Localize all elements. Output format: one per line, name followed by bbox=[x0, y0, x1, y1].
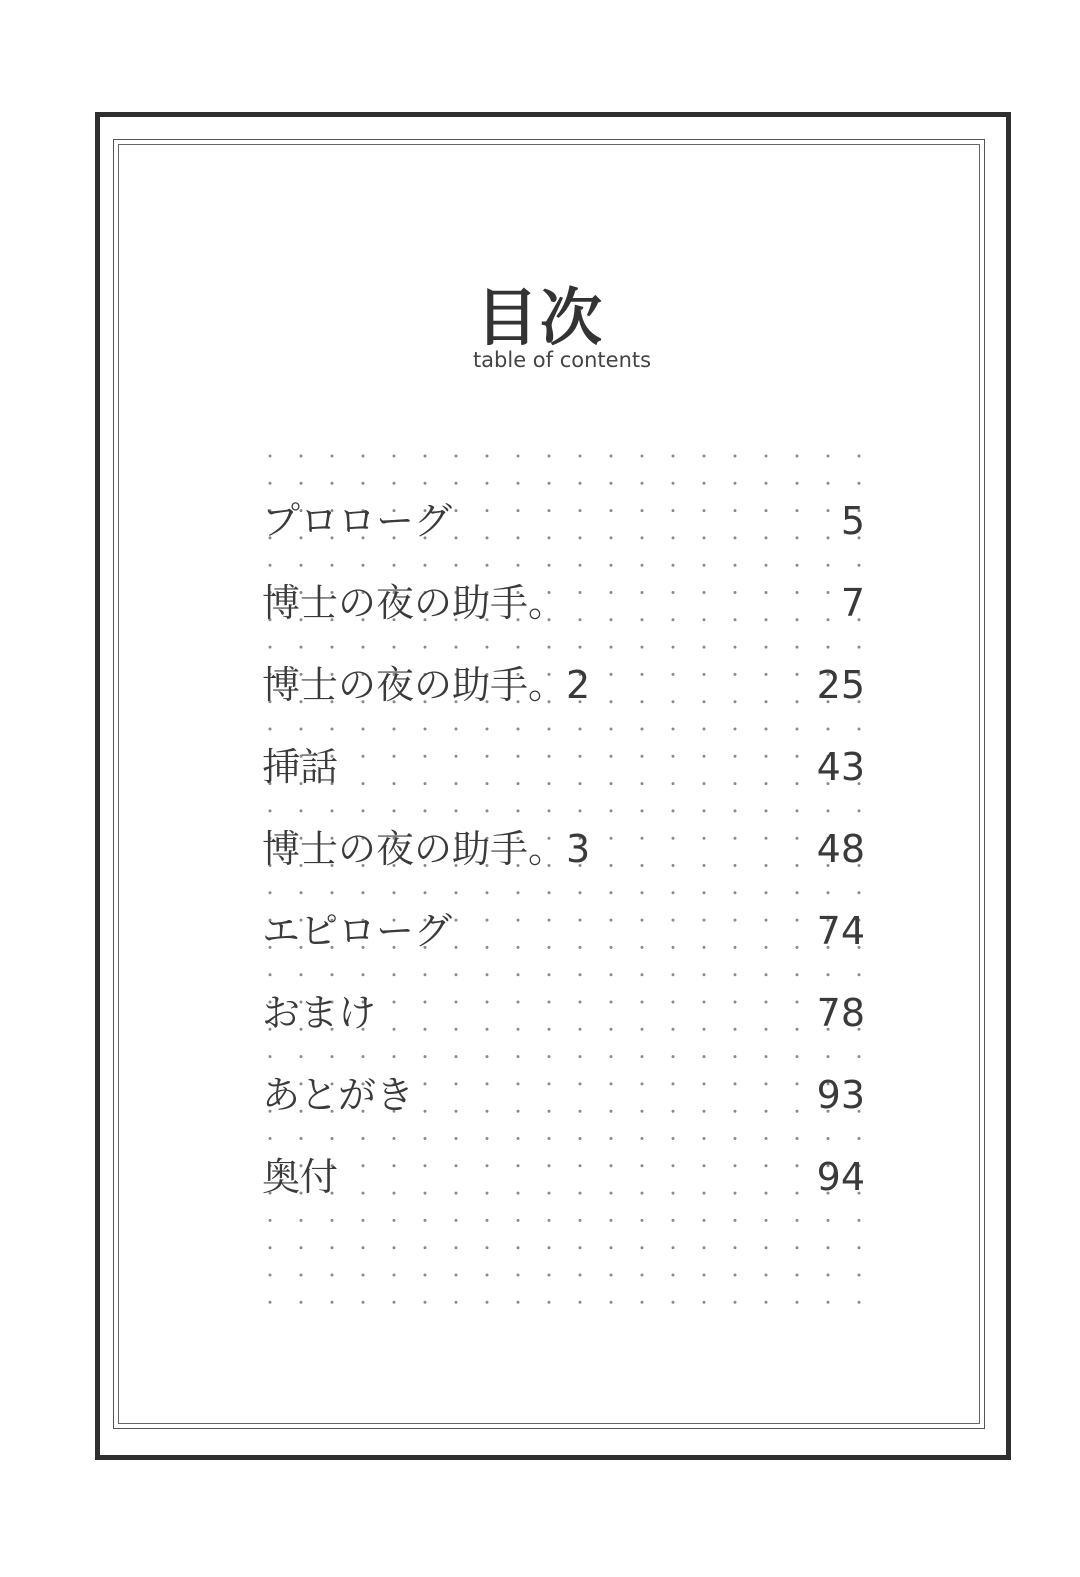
toc-entry-page: 74 bbox=[816, 909, 865, 953]
toc-entry-page: 43 bbox=[816, 745, 865, 789]
toc-entry[interactable] bbox=[262, 972, 865, 1054]
toc-entry[interactable] bbox=[262, 1136, 865, 1218]
toc-entry[interactable] bbox=[262, 890, 865, 972]
toc-entry-page: 93 bbox=[816, 1073, 865, 1117]
toc-entry-page: 25 bbox=[816, 663, 865, 707]
toc-entry-title: 挿話 bbox=[262, 745, 339, 789]
toc-entry-page: 7 bbox=[840, 581, 865, 625]
toc-entry[interactable] bbox=[262, 1054, 865, 1136]
toc-entry-page: 5 bbox=[840, 499, 865, 543]
toc-entry-title: 博士の夜の助手。3 bbox=[262, 827, 591, 871]
toc-entry-page: 94 bbox=[816, 1155, 865, 1199]
toc-entry-title: おまけ bbox=[262, 991, 377, 1035]
toc-entry-page: 48 bbox=[816, 827, 865, 871]
toc-entry-title: 博士の夜の助手。2 bbox=[262, 663, 591, 707]
toc-entry[interactable] bbox=[262, 726, 865, 808]
toc-entry-page: 78 bbox=[816, 991, 865, 1035]
toc-entry[interactable] bbox=[262, 562, 865, 644]
toc-entry[interactable] bbox=[262, 808, 865, 890]
toc-entry-title: 博士の夜の助手。 bbox=[262, 581, 567, 625]
toc-entry[interactable] bbox=[262, 644, 865, 726]
toc-entry-title: 奥付 bbox=[262, 1155, 339, 1199]
toc-entry[interactable] bbox=[262, 480, 865, 562]
page-title: 目次 bbox=[475, 281, 604, 354]
toc-entry-title: プロローグ bbox=[262, 499, 453, 543]
toc-entry-title: あとがき bbox=[262, 1073, 415, 1117]
page-subtitle: table of contents bbox=[472, 348, 652, 372]
toc-entry-title: エピローグ bbox=[262, 909, 453, 953]
